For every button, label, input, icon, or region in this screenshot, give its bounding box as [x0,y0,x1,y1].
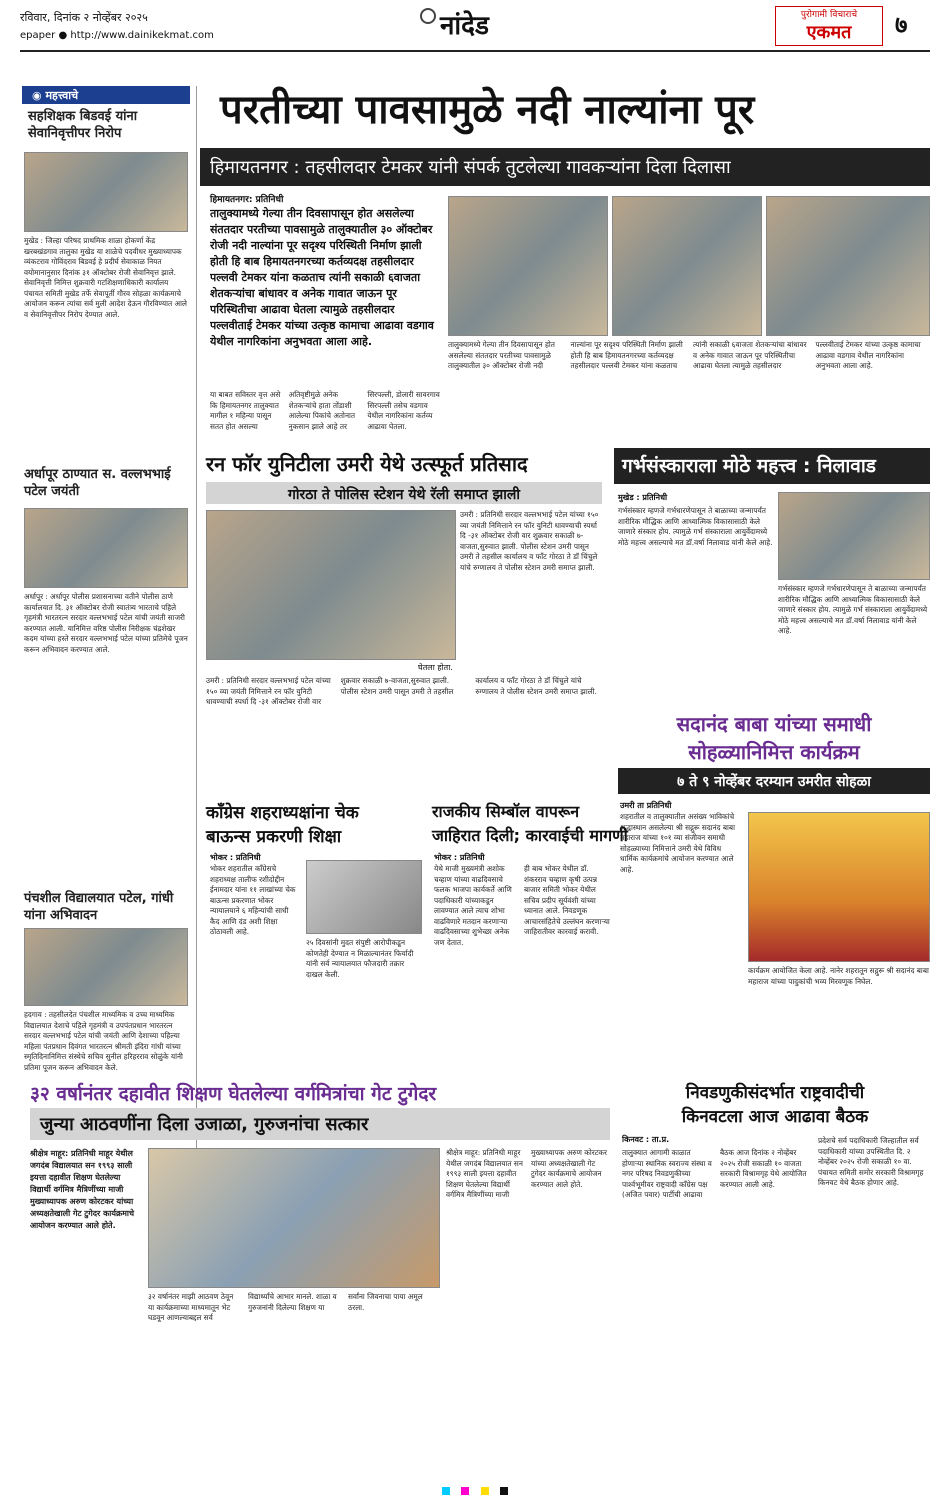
site-url: http://www.dainikekmat.com [70,30,214,41]
lead-subheadline: हिमायतनगर : तहसीलदार टेमकर यांनी संपर्क तुटलेल्या गावकऱ्यांना दिला दिलासा [200,148,930,186]
sadanand-headline-line2: सोहळ्यानिमित्त कार्यक्रम [688,740,860,764]
epaper-label: epaper [20,30,56,41]
section-badge-label: महत्त्वाचे [45,89,79,102]
sadanand-headline-line1: सदानंद बाबा यांच्या समाधी [676,712,872,736]
magenta-swatch [461,1487,469,1495]
brand-tagline: पुरोगामी विचाराचे [800,10,858,20]
ncp-byline: किनवट : ता.प्र. [622,1135,670,1144]
header-divider [20,50,930,52]
lead-photo-2 [612,196,762,336]
city-emblem-icon [420,8,436,24]
epaper-link[interactable] [20,30,214,41]
garbha-byline: मुखेड : प्रतिनिधी [618,493,668,502]
lead-photo-1 [448,196,608,336]
lead-headline: परतीच्या पावसामुळे नदी नाल्यांना पूर [220,87,755,133]
political-body-2: ही बाब भोकर येथील डॉ. शंकरराव चव्हाण कृषी उत्पन्न बाजार समिती भोकर येथील सचिव प्रदीप सूर्यवंशी यांच्या ध्यानात आले. निवडणूक आचारसंहितेचे उल्लंघन करणाऱ्या जाहिरातीवर कारवाई करावी. [524,864,610,936]
sidebar-story2-body: अर्धापूर : अर्धापूर पोलीस प्रशासनाच्या वतीने पोलीस ठाणे कार्यालयात दि. ३१ ऑक्टोबर रोजी स्वातंत्र्य भारताचे पहिले गृहमंत्री भारतरत्न सरदार वल्लभभाई पटेल यांची जयंती साजरी करण्यात आली. यानिमित्त वरिष्ठ पोलीस निरीक्षक चंद्रशेखर कदम यांच्या हस्ते सरदार वल्लभभाई पटेल यांच्या प्रतिमेचे पूजन करून अभिवादन करण्यात आले. [24,592,188,654]
run-unity-photo [206,510,456,660]
run-unity-subheadline: गोरठा ते पोलिस स्टेशन येथे रॅली समाप्त झाली [206,482,602,504]
globe-icon: ● [58,30,68,41]
sidebar-story3-body: हदगाव : तहसीलदेत पंचशील माध्यमिक व उच्च माध्यमिक विद्यालयात देशाचे पहिले गृहमंत्री व उपपंतप्रधान भारतरत्न सरदार वल्लभभाई पटेल यांची जयंती आणि देशाच्या पहिल्या महिला पंतप्रधान दिवंगत भारतरत्न श्रीमती इंदिरा गांधी यांच्या स्मृतिदिनानिमित्त संस्थेचे सचिव सुनील हरिहरराव सोळुंके यांनी प्रतिमा पूजन करून अभिवादन केले. [24,1010,183,1072]
lead-byline: हिमायतनगर: प्रतिनिधी [210,195,284,205]
political-byline: भोकर : प्रतिनिधी [434,853,485,862]
congress-photo [306,860,422,934]
political-headline-line1: राजकीय सिम्बॉल वापरून [432,802,580,821]
garbha-headline: गर्भसंस्काराला मोठे महत्त्व : निलावाड [614,448,930,484]
run-unity-body: उमरी : प्रतिनिधी सरदार वल्लभभाई पटेल यांच्या १५० व्या जयंती निमित्ताने रन फॉर युनिटी धावण्याची स्पर्धा दि -३१ ऑक्टोबर रोजी वार शुक्रवार सकाळी ७-वाजता,सुरुवात झाली. पोलीस स्टेशन उमरी पासून उमरी ते तहसील कार्यालय व फाँट गोरठा ते डॉ चिंचुले यांचे रुग्णालय ते पोलीस स्टेशन उमरी समाप्त झाली. [206,676,597,706]
column-divider [196,86,197,1186]
sadanand-photo [748,812,930,962]
ncp-body: तालुक्यात आगामी काळात होणाऱ्या स्थानिक स्वराज्य संस्था व नगर परिषद निवडणुकीच्या पार्श्वभूमीवर राष्ट्रवादी काँग्रेस पक्ष (अजित पवार) पार्टीची आढावा बैठक आज दिनांक २ नोव्हेंबर २०२५ रोजी सकाळी १० वाजता सरकारी विश्रामगृह येथे आयोजित करण्यात आली आहे. [622,1148,807,1199]
info-icon: ◉ [32,89,46,102]
garbha-body: गर्भसंस्कार म्हणजे गर्भधारणेपासून ते बाळाच्या जन्मापर्यंत शारीरिक मौद्धिक आणि आध्यात्मिक विकासासाठी केले जाणारे संस्कार होय. त्यामुळे गर्भ संस्काराला आयुर्वेदामध्ये मोठे महत्त्व असल्याचे मत डॉ.वर्षा निलावाड यांनी केले आहे. [618,506,773,547]
lead-photo-3 [766,196,930,336]
sidebar-story3-photo [24,928,188,1006]
run-unity-caption: घेतला होता. [418,663,453,672]
newspaper-logo [775,6,883,46]
section-badge [22,86,190,104]
congress-byline: भोकर : प्रतिनिधी [210,853,261,862]
page-number: ७ [895,11,908,39]
reunion-subheadline: जुन्या आठवणींना दिला उजाळा, गुरुजनांचा सत्कार [30,1108,610,1140]
sadanand-body-2: कार्यक्रम आयोजित केला आहे. नानेर शहरातून सद्गुरू श्री सदानंद बाबा महाराज यांच्या पादुकांची भव्य मिरवणूक निघेल. [748,966,929,986]
political-headline-line2: जाहिरात दिली; कारवाईची मागणी [432,826,628,845]
brand-name: एकमत [806,22,852,43]
yellow-swatch [481,1487,489,1495]
run-unity-body-col: उमरी : प्रतिनिधी सरदार वल्लभभाई पटेल यांच्या १५० व्या जयंती निमित्ताने रन फॉर युनिटी धावण्याची स्पर्धा दि -३१ ऑक्टोबर रोजी वार शुक्रवार सकाळी ७-वाजता,सुरुवात झाली. पोलीस स्टेशन उमरी पासून उमरी ते तहसील कार्यालय व फाँट गोरठा ते डॉ चिंचुले यांचे रुग्णालय ते पोलीस स्टेशन उमरी समाप्त झाली. [460,510,599,572]
issue-date: रविवार, दिनांक २ नोव्हेंबर २०२५ [20,11,148,24]
congress-body-2: २५ दिवसांनी मुदत संपुष्टी आरोपीकडून कोणतेही देण्यात न मिळाल्यानंतर फिर्यादी यांनी सर्व न्यायालयात फौजदारी तक्रार दाखल केली. [306,938,414,979]
ncp-headline-line2: किनवटला आज आढावा बैठक [681,1107,869,1127]
lead-intro: तालुक्यामध्ये गेल्या तीन दिवसापासून होत असलेल्या संततदार परतीच्या पावसामुळे तालुक्यातील ३० ऑक्टोबर रोजी नदी नाल्यांना पूर सदृश्य परिस्थिती निर्माण झाली होती हि बाब हिमायतनगरच्या कर्तव्यदक्ष तहसीलदार पल्लवी टेमकर यांना कळताच त्यांनी सकाळी ६वाजता शेतकऱ्यांचा बांधावर व अनेक गावात जाऊन पूर परिस्थितीचा आढावा घेतला त्यामुळे तहसीलदार पल्लवीताई टेमकर यांच्या उत्कृष्ठ कामाचा आढावा वडगाव येथील नागरिकांना अनुभवता आला आहे. [210,207,434,348]
sidebar-story1-photo [24,152,188,232]
sidebar-story3-title: पंचशील विद्यालयात पटेल, गांधी यांना अभिवादन [24,891,174,923]
lead-photo-caption: तालुक्यामध्ये गेल्या तीन दिवसापासून होत असलेल्या संततदार परतीच्या पावसामुळे तालुक्यातील ३० ऑक्टोबर रोजी नदी नाल्यांना पूर सदृश्य परिस्थिती निर्माण झाली होती हि बाब हिमायतनगरच्या कर्तव्यदक्ष तहसीलदार पल्लवी टेमकर यांना कळताच त्यांनी सकाळी ६वाजता शेतकऱ्यांचा बांधावर व अनेक गावात जाऊन पूर परिस्थितीचा आढावा घेतला त्यामुळे तहसीलदार पल्लवीताई टेमकर यांच्या उत्कृष्ठ कामाचा आढावा वडगाव येथील नागरिकांना अनुभवता आला आहे. [448,340,921,370]
city-name: नांदेड [440,11,489,41]
black-swatch [500,1487,508,1495]
sadanand-byline: उमरी ता प्रतिनिधी [620,801,672,810]
run-unity-headline: रन फॉर युनिटीला उमरी येथे उत्स्फूर्त प्रतिसाद [206,452,528,476]
reunion-lead: श्रीक्षेत्र माहूर: प्रतिनिधी माहूर येथील जगदंब विद्यालयात सन १९९३ साली इयत्ता दहावीत शिक्षण घेतलेल्या विद्यार्थी वर्गमित्र मैत्रिणींच्या माजी मुख्याध्यापक अरुण कोरटकर यांच्या अध्यक्षतेखाली गेट टुगेदर कार्यक्रमाचे आयोजन करण्यात आले होते. [30,1149,135,1230]
ncp-headline-line1: निवडणुकीसंदर्भात राष्ट्रवादीची [685,1083,865,1103]
sidebar-story1-title: सहशिक्षक बिडवई यांना सेवानिवृत्तीपर निरोप [28,109,138,141]
reunion-body-2: श्रीक्षेत्र माहूर: प्रतिनिधी माहूर येथील जगदंब विद्यालयात सन १९९३ साली इयत्ता दहावीत शिक्षण घेतलेल्या विद्यार्थी वर्गमित्र मैत्रिणींच्या माजी मुख्याध्यापक अरुण कोरटकर यांच्या अध्यक्षतेखाली गेट टुगेदर कार्यक्रमाचे आयोजन करण्यात आले होते. [446,1148,607,1199]
sidebar-story2-photo [24,508,188,588]
sidebar-story2-title: अर्धापूर ठाण्यात स. वल्लभभाई पटेल जयंती [24,467,171,499]
reunion-body: ३२ वर्षानंतर माझी आठवण ठेवून या कार्यक्रमाच्या माध्यमातून भेट घडवून आणल्याबद्दल सर्व विद्यार्थ्यांचे आभार मानले. शाळा व गुरुजनांनी दिलेल्या शिक्षण या सर्वांना जिवनाचा पाया अमूल ठरला. [148,1292,423,1322]
congress-body: भोकर शहरातील काँग्रेसचे शहराध्यक्ष तालीफ रशीदोद्दीन ईनामदार यांना ११ लाखांच्या चेक बाऊन्स प्रकरणात भोकर न्यायालयाने ६ महिन्यांची साधी कैद आणि दंड अशी शिक्षा ठोठावली आहे. [210,864,296,936]
ncp-body-2: प्रदेशचे सर्व पदाधिकारी जिल्हातील सर्व पदाधिकारी यांच्या उपस्थितीत दि. २ नोव्हेंबर २०२५ रोजी सकाळी १० वा. पंचायत समिती समोर सरकारी विश्रामगृह किनवट येथे बैठक होणार आहे. [818,1136,924,1187]
sidebar-story1-body: मुखेड : जिल्हा परिषद प्राथमिक शाळा होकर्णा केंद्र खरबखंडगाव तालुका मुखेड या शाळेचे पदवीधर मुख्याध्यापक व्यंकटराव गोविंदराव बिडवई हे प्रदीर्घ सेवाकाळ नियत वयोमानानुसार दिनांक ३१ ऑक्टोबर रोजी सेवानिवृत्त झाले. सेवानिवृत्ती निमित्त शुक्रवारी गटशिक्षणाधिकारी कार्यालय पंचायत समिती मुखेड तर्फे सेवापूर्ती गौरव सोहळा कार्यक्रमाचे आयोजन करून त्यांचा सर्व मुली आदेश देऊन गौरविण्यात आले व सेवानिवृत्तीपर निरोप देण्यात आले. [24,236,187,319]
sadanand-body: शहरातील व तालुक्यातील असंख्य भाविकांचे श्रद्धास्थान असलेल्या श्री सद्गुरू सदानंद बाबा महाराज यांच्या १०१ व्या संजीवन समाधी सोहळ्याच्या निमित्ताने उमरी येथे विविध धार्मिक कार्यक्रमांचे आयोजन करण्यात आले आहे. [620,812,735,874]
lead-body: या बाबत सविस्तर वृत्त असे कि हिमायतनगर तालुक्यात मागील १ महिन्या पासून सतत होत असल्या अतिवृष्टीमुळे अनेक शेतकऱ्यांचे हाता तोंडाशी आलेल्या पिकांचे अतोनात नुकसान झाले आहे तर सिरपल्ली, डोलारी सावरगाव सिरपल्ली तसेच वडगाव येथील नागरिकांना कर्तव्य आढावा घेतला. [210,390,440,431]
congress-headline-line2: बाऊन्स प्रकरणी शिक्षा [206,827,342,847]
print-registration-bar [20,1480,930,1490]
reunion-photo [148,1148,440,1288]
garbha-body-2: गर्भसंस्कार म्हणजे गर्भधारणेपासून ते बाळाच्या जन्मापर्यंत शारीरिक मौद्धिक आणि आध्यात्मिक विकासासाठी केले जाणारे संस्कार होय. त्यामुळे गर्भ संस्काराला आयुर्वेदामध्ये मोठे महत्त्व असल्याचे मत डॉ.वर्षा निलावाड यांनी केले आहे. [778,584,928,635]
political-body: येथे माजी मुख्यमंत्री अशोक चव्हाण यांच्या वाढदिवसाचे फलक भाजपा कार्यकर्ते आणि पदाधिकारी यांच्याकडून लावण्यात आले त्याच शोभा वाढविणारे मतदान करणाऱ्या वाढदिवसाच्या शुभेच्छा अनेक जण देतात. [434,864,512,947]
cyan-swatch [442,1487,450,1495]
reunion-headline: ३२ वर्षानंतर दहावीत शिक्षण घेतलेल्या वर्गमित्रांचा गेट टुगेदर [30,1083,437,1105]
garbha-photo [778,492,930,580]
congress-headline-line1: काँग्रेस शहराध्यक्षांना चेक [206,803,359,823]
sadanand-subheadline: ७ ते ९ नोव्हेंबर दरम्यान उमरीत सोहळा [618,768,930,794]
